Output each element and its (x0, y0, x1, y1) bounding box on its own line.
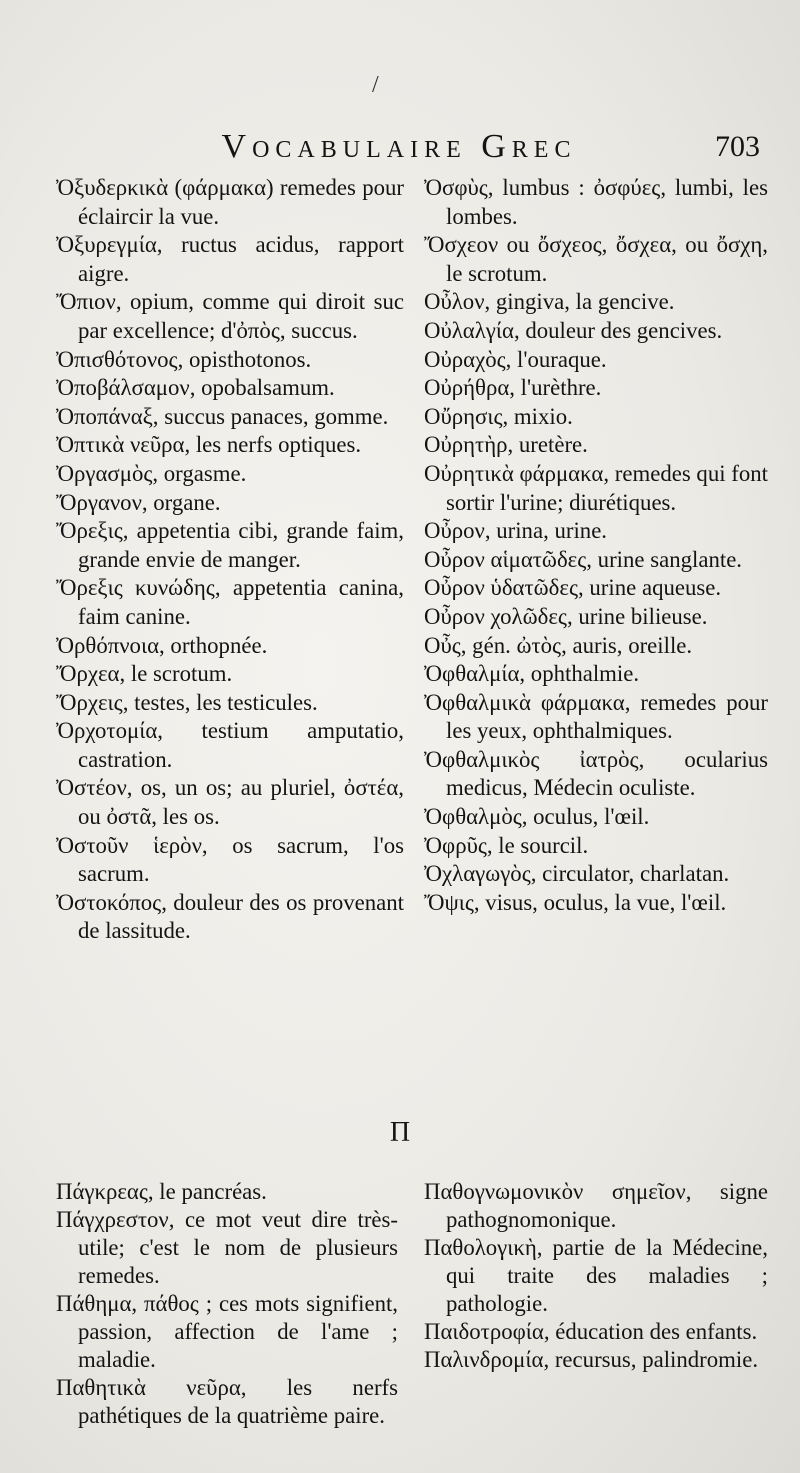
entry: Πάγχρεστον, ce mot veut dire très-utile; c'est le nom de plusieurs remedes. (56, 1207, 398, 1288)
entry: Ὄσχεον ou ὄσχεος, ὄσχεα, ou ὄσχη, le scrotum. (424, 232, 768, 286)
entry: Ὄρεξις, appetentia cibi, grande faim, grande envie de manger. (56, 518, 404, 572)
entry: Οὖρον αἱματῶδες, urine sanglante. (424, 546, 743, 572)
entry: Ὀφθαλμικὰ φάρμακα, remedes pour les yeux, ophthalmiques. (424, 689, 768, 744)
entry: Οὔρησις, mixio. (424, 403, 573, 429)
entry: Ὀφρῦς, le sourcil. (424, 832, 589, 858)
entry: Ὀστοῦν ἱερὸν, os sacrum, l'os sacrum. (56, 832, 404, 887)
entry: Ὀποβάλσαμον, opobalsamum. (56, 375, 335, 401)
stray-ink-mark: / (372, 72, 379, 98)
running-header (0, 128, 800, 172)
omicron-left-column (48, 174, 404, 946)
entry: Οὖρον, urina, urine. (424, 518, 608, 544)
entry: Ὀποπάναξ, succus panaces, gomme. (56, 403, 389, 429)
entry: Πάγκρεας, le pancréas. (56, 1179, 267, 1204)
entry: Πάθημα, πάθος ; ces mots signifient, passion, affection de l'ame ; maladie. (56, 1291, 398, 1372)
entry: Ὄρχεις, testes, les testicules. (56, 689, 318, 715)
entry: Οὐραχὸς, l'ouraque. (424, 346, 607, 372)
entry: Παιδοτροφία, éducation des enfants. (424, 1319, 758, 1344)
entry: Παθητικὰ νεῦρα, les nerfs pathétiques de la quatrième paire. (56, 1375, 398, 1428)
entry: Ὀφθαλμία, ophthalmie. (424, 661, 640, 687)
page-number: 703 (715, 130, 760, 163)
entry: Οὐρήθρα, l'urèthre. (424, 375, 602, 401)
entry: Ὀπτικὰ νεῦρα, les nerfs optiques. (56, 432, 362, 458)
entry: Ὀφθαλμικὸς ἰατρὸς, ocularius medicus, Médecin oculiste. (424, 746, 768, 801)
entry: Ὀρχοτομία, testium amputatio, castration. (56, 718, 404, 772)
entry: Παθολογικὴ, partie de la Médecine, qui traite des maladies ; pathologie. (424, 1235, 768, 1316)
entry: Οὖλον, gingiva, la gencive. (424, 289, 675, 315)
entry: Ὀξυδερκικὰ (φάρμακα) remedes pour éclaircir la vue. (56, 175, 404, 229)
entry: Ὀσφὺς, lumbus : ὀσφύες, lumbi, les lombes. (424, 175, 768, 229)
entry: Ὀξυρεγμία, ructus acidus, rapport aigre. (56, 232, 404, 286)
entry: Ὀφθαλμὸς, oculus, l'œil. (424, 804, 650, 830)
header-title: Vocabulaire Grec (221, 128, 577, 165)
entry: Ὄργανον, organe. (56, 489, 221, 515)
entry: Οὖς, gén. ὠτὸς, auris, oreille. (424, 632, 693, 658)
entry: Ὀστοκόπος, douleur des os provenant de lassitude. (56, 889, 404, 944)
entry: Ὄπιον, opium, comme qui diroit suc par excellence; d'ὀπὸς, succus. (56, 289, 404, 343)
omicron-right-column (416, 174, 768, 917)
section-letter-pi: Π (389, 1117, 411, 1148)
entry: Οὖρον ὑδατῶδες, urine aqueuse. (424, 575, 722, 601)
entry: Οὐρητὴρ, uretère. (424, 432, 588, 458)
pi-right-column (416, 1178, 768, 1374)
entry: Ὀπισθότονος, opisthotonos. (56, 346, 312, 372)
entry: Ὄψις, visus, oculus, la vue, l'œil. (424, 889, 727, 915)
entry: Οὖρον χολῶδες, urine bilieuse. (424, 603, 708, 629)
entry: Ὄρχεα, le scrotum. (56, 661, 233, 687)
entry: Ὀρθόπνοια, orthopnée. (56, 632, 268, 658)
pi-left-column (48, 1178, 398, 1430)
entry: Ὀργασμὸς, orgasme. (56, 460, 247, 486)
entry: Παλινδρομία, recursus, palindromie. (424, 1347, 759, 1372)
entry: Οὐλαλγία, douleur des gencives. (424, 317, 723, 343)
entry: Παθογνωμονικὸν σημεῖον, signe pathognomonique. (424, 1179, 768, 1232)
entry: Ὄρεξις κυνώδης, appetentia canina, faim canine. (56, 575, 404, 629)
entry: Ὀστέον, os, un os; au pluriel, ὀστέα, ou ὀστᾶ, les os. (56, 775, 404, 830)
entry: Ὀχλαγωγὸς, circulator, charlatan. (424, 861, 730, 887)
entry: Οὐρητικὰ φάρμακα, remedes qui font sortir l'urine; diurétiques. (424, 460, 768, 515)
